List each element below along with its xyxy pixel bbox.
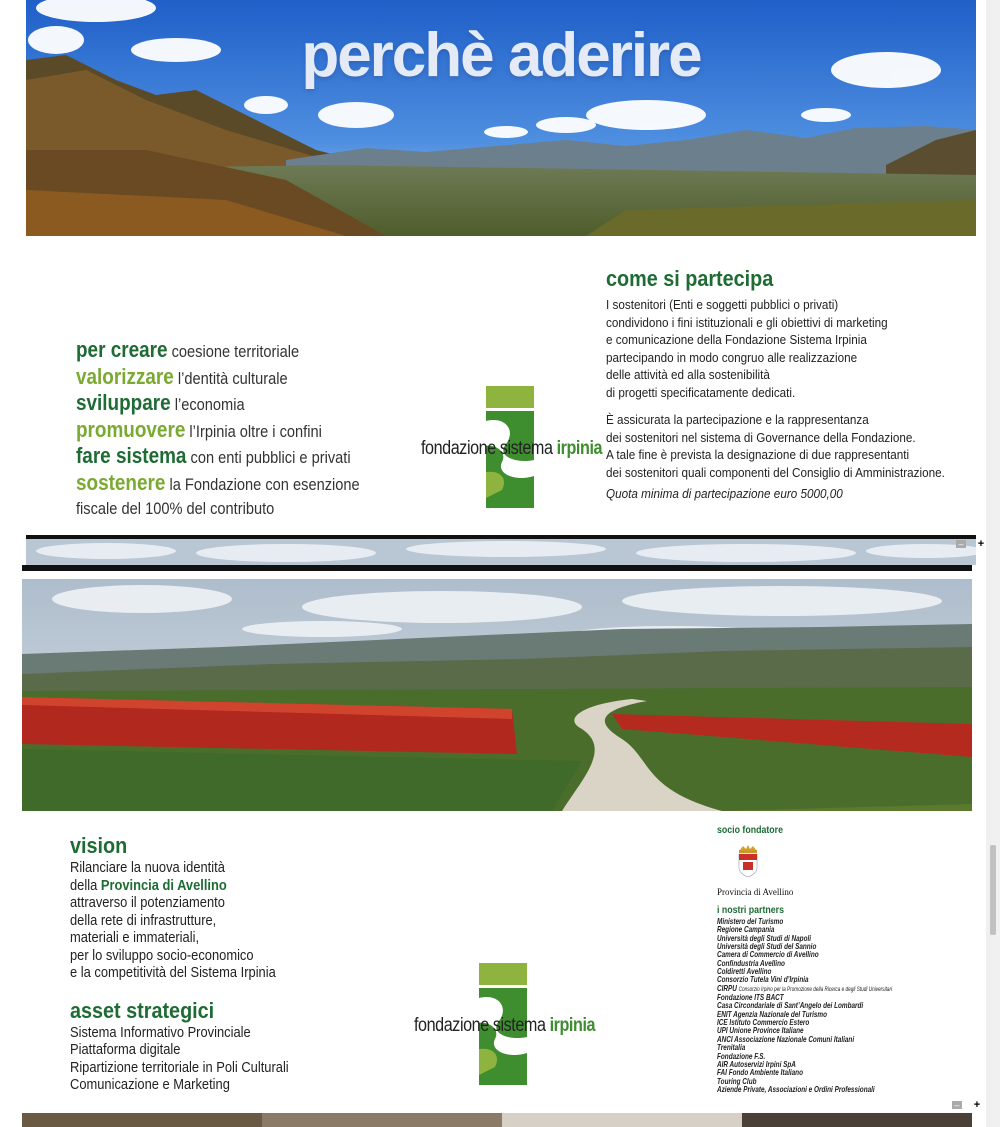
- purpose-keyword: per creare: [76, 337, 168, 362]
- partner-item: [717, 976, 912, 984]
- purpose-text: l’Irpinia oltre i confini: [185, 421, 322, 441]
- partner-name: Touring Club: [717, 1076, 757, 1086]
- collapse-button[interactable]: –: [952, 1101, 962, 1109]
- text-line: A tale fine è prevista la designazione di due rappresentanti: [606, 447, 910, 462]
- partner-name: Università degli Studi del Sannio: [717, 942, 817, 952]
- vision-line: [70, 877, 345, 895]
- assets-title: asset strategici: [70, 997, 215, 1023]
- countryside-road-illustration: [22, 579, 972, 811]
- purpose-text: con enti pubblici e privati: [186, 448, 351, 467]
- partner-name: AIR Autoservizi Irpini SpA: [717, 1059, 796, 1069]
- founder-name: Provincia di Avellino: [717, 887, 794, 897]
- partner-name: ANCI Associazione Nazionale Comuni Italiani: [717, 1034, 855, 1044]
- vision-line: [70, 947, 345, 965]
- founder-title: socio fondatore: [717, 825, 784, 836]
- logo-text-bold: irpinia: [556, 438, 603, 459]
- partner-name: ENIT Agenzia Nazionale del Turismo: [717, 1009, 828, 1019]
- fondazione-logo: [421, 386, 603, 508]
- purpose-text: fiscale del 100% del contributo: [76, 499, 275, 518]
- text-line: condividono i fini istituzionali e gli obiettivi di marketing: [606, 314, 888, 330]
- purpose-row: [76, 497, 334, 522]
- purpose-keyword: sostenere: [76, 469, 166, 495]
- panel2-body: [22, 811, 972, 1110]
- purpose-text: la Fondazione con esenzione: [165, 474, 360, 494]
- partner-name: Ministero del Turismo: [717, 917, 784, 926]
- vision-title: vision: [70, 833, 128, 858]
- purpose-row: [76, 469, 360, 498]
- logo-text-bold: irpinia: [549, 1015, 596, 1036]
- partner-name: Camera di Commercio di Avellino: [717, 950, 819, 960]
- vision-line: [70, 964, 345, 982]
- partner-name: Aziende Private, Associazioni e Ordini Professionali: [717, 1084, 875, 1094]
- text-line: dei sostenitori quali componenti del Consiglio di Amministrazione.: [606, 464, 945, 480]
- partner-name: Fondazione F.S.: [717, 1051, 766, 1061]
- vision-line-text: della rete di infrastrutture,: [70, 911, 217, 929]
- text-line: Piattaforma digitale: [70, 1041, 181, 1058]
- panel-perche-aderire: [26, 0, 976, 535]
- panel-vision: [22, 575, 972, 1110]
- purpose-text: l’dentità culturale: [173, 368, 288, 388]
- participation-title: come si partecipa: [606, 266, 774, 291]
- vision-line-highlight: Provincia di Avellino: [100, 876, 227, 894]
- partner-name: Confindustria Avellino: [717, 958, 785, 968]
- purpose-row: [76, 365, 334, 392]
- partner-name: Fondazione ITS BACT: [717, 993, 784, 1003]
- text-line: I sostenitori (Enti e soggetti pubblici o privati): [606, 297, 839, 312]
- partner-name: Coldiretti Avellino: [717, 967, 772, 977]
- partner-name: Trenitalia: [717, 1043, 746, 1053]
- text-line: Comunicazione e Marketing: [70, 1076, 230, 1093]
- partner-item: [717, 1036, 912, 1044]
- purpose-keyword: fare sistema: [76, 443, 187, 468]
- assets-list: [70, 1024, 390, 1094]
- partners-list: [717, 918, 967, 1094]
- purpose-keyword: promuovere: [76, 416, 186, 442]
- page-scrollbar[interactable]: [986, 0, 1000, 1127]
- text-line: delle attività ed alla sostenibilità: [606, 367, 770, 382]
- partner-name: FAI Fondo Ambiente Italiano: [717, 1068, 803, 1078]
- logo-text-plain: fondazione sistema: [421, 438, 557, 459]
- divider-bar: [22, 565, 972, 571]
- purpose-row: [76, 443, 351, 471]
- fondazione-logo: [414, 963, 596, 1085]
- vision-line-text: materiali e immateriali,: [70, 929, 200, 946]
- partners-title: i nostri partners: [717, 905, 785, 916]
- vision-line: [70, 929, 345, 947]
- partner-name: Università degli Studi di Napoli: [717, 933, 812, 943]
- text-line: È assicurata la partecipazione e la rappresentanza: [606, 412, 869, 427]
- vision-section: [70, 833, 390, 1094]
- participation-section: [606, 266, 966, 501]
- participation-quota: Quota minima di partecipazione euro 5000,00: [606, 486, 843, 501]
- clouds-strip-image: [26, 539, 976, 565]
- participation-paragraph-2: [606, 411, 966, 481]
- vision-line-text: della: [70, 876, 101, 894]
- panel1-body: [26, 236, 976, 535]
- hero-title: perchè aderire: [301, 21, 701, 90]
- partner-item: [717, 1086, 912, 1094]
- purpose-row: [76, 418, 334, 445]
- next-section-strip-image: [22, 1113, 972, 1127]
- partner-name: UPI Unione Province Italiane: [717, 1026, 804, 1036]
- hero-image-mountains: [26, 0, 976, 236]
- purpose-text: coesione territoriale: [167, 342, 300, 361]
- participation-paragraph-1: [606, 296, 966, 401]
- text-line: dei sostenitori nel sistema di Governance della Fondazione.: [606, 429, 916, 445]
- text-line: partecipando in modo congruo alle realizzazione: [606, 349, 858, 365]
- purpose-row: [76, 391, 334, 418]
- text-line: Sistema Informativo Provinciale: [70, 1023, 251, 1041]
- vision-line: [70, 859, 345, 877]
- expand-button[interactable]: +: [977, 538, 985, 550]
- vision-line-text: attraverso il potenziamento: [70, 894, 225, 911]
- partner-name: Consorzio Tutela Vini d’Irpinia: [717, 975, 809, 985]
- partner-description: Consorzio Irpino per la Promozione della Ricerca e degli Studi Universitari: [738, 986, 893, 993]
- collapse-button[interactable]: –: [956, 540, 966, 548]
- vision-line-text: per lo sviluppo socio-economico: [70, 946, 254, 964]
- partner-name: Casa Circondariale di Sant’Angelo dei Lombardi: [717, 1001, 864, 1011]
- text-line: Ripartizione territoriale in Poli Culturali: [70, 1058, 289, 1076]
- vision-line: [70, 912, 345, 930]
- partner-name: ICE Istituto Commercio Estero: [717, 1018, 810, 1028]
- vision-line-text: Rilanciare la nuova identità: [70, 859, 225, 876]
- logo-text-plain: fondazione sistema: [414, 1015, 550, 1036]
- clouds-strip-illustration: [26, 539, 976, 565]
- hero-image-road-vineyard: [22, 579, 972, 811]
- partner-name: CIRPU: [717, 983, 739, 993]
- purpose-text: l’economia: [170, 395, 245, 414]
- text-line: di progetti specificatamente dedicati.: [606, 384, 796, 400]
- purpose-keyword: sviluppare: [76, 390, 171, 415]
- next-section-strip-illustration: [22, 1113, 972, 1127]
- scrollbar-thumb[interactable]: [990, 845, 996, 935]
- purpose-keyword: valorizzare: [76, 363, 174, 389]
- vision-text: [70, 859, 390, 982]
- partners-section: [717, 825, 967, 1094]
- vision-line-text: e la competitività del Sistema Irpinia: [70, 964, 276, 981]
- fondazione-logo-text: [421, 438, 602, 460]
- partner-name: Regione Campania: [717, 925, 775, 935]
- vision-line: [70, 894, 345, 912]
- fondazione-logo-text: [414, 1015, 595, 1037]
- purpose-list: [76, 338, 376, 522]
- text-line: e comunicazione della Fondazione Sistema Irpinia: [606, 332, 867, 347]
- expand-button[interactable]: +: [973, 1099, 981, 1111]
- purpose-row: [76, 338, 334, 365]
- provincia-crest-icon: [735, 844, 761, 878]
